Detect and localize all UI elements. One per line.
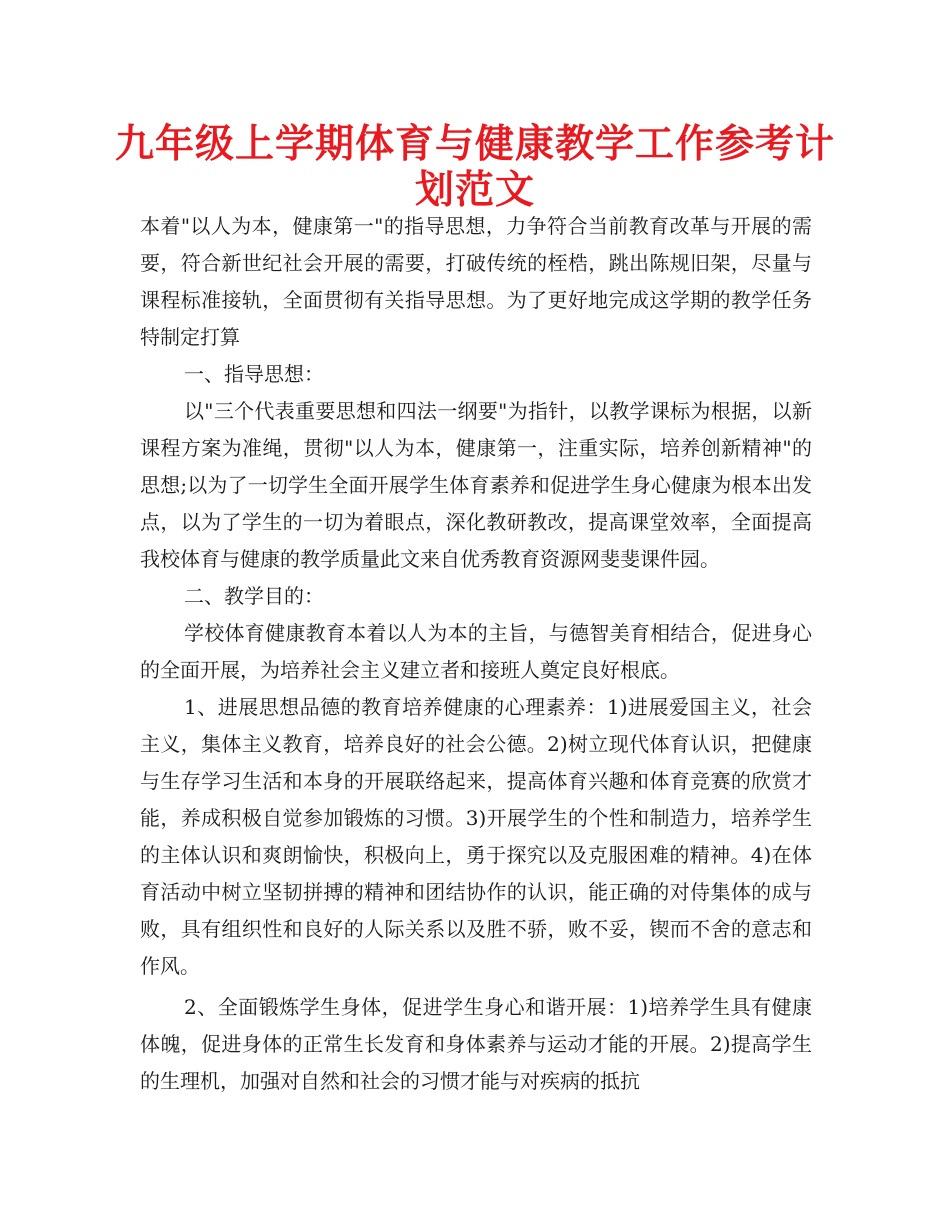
document-body	[140, 208, 812, 1100]
goal-item-1-paragraph: 1、进展思想品德的教育培养健康的心理素养：1)进展爱国主义，社会主义，集体主义教育，培养良好的社会公德。2)树立现代体育认识，把健康与生存学习生活和本身的开展联络起来，提高体育兴趣和体育竞赛的欣赏才能，养成积极自觉参加锻炼的习惯。3)开展学生的个性和制造力，培养学生的主体认识和爽朗愉快，积极向上，勇于探究以及克服困难的精神。4)在体育活动中树立坚韧拼搏的精神和团结协作的认识，能正确的对侍集体的成与败，具有组织性和良好的人际关系以及胜不骄，败不妥，锲而不舍的意志和作风。	[140, 695, 812, 978]
guiding-ideology-paragraph: 以"三个代表重要思想和四法一纲要"为指针，以教学课标为根据，以新课程方案为准绳，贯彻"以人为本，健康第一，注重实际，培养创新精神"的思想;以为了一切学生全面开展学生体育素养和促进学生身心健康为根本出发点，以为了学生的一切为着眼点，深化教研教改，提高课堂效率，全面提高我校体育与健康的教学质量此文来自优秀教育资源网斐斐课件园。	[140, 399, 812, 571]
section-heading-teaching-goals: 二、教学目的：	[184, 584, 324, 608]
title-line-1: 九年级上学期体育与健康教学工作参考计	[114, 122, 835, 167]
intro-paragraph: 本着"以人为本，健康第一"的指导思想，力争符合当前教育改革与开展的需要，符合新世纪社会开展的需要，打破传统的桎梏，跳出陈规旧架，尽量与课程标准接轨，全面贯彻有关指导思想。为了更好地完成这学期的教学任务特制定打算	[140, 214, 812, 349]
title-line-2: 划范文	[414, 168, 535, 213]
section-heading-guiding-ideology: 一、指导思想：	[184, 362, 324, 386]
goal-item-2-paragraph: 2、全面锻炼学生身体，促进学生身心和谐开展：1)培养学生具有健康体魄，促进身体的正常生长发育和身体素养与运动才能的开展。2)提高学生的生理机，加强对自然和社会的习惯才能与对疾病的抵抗	[140, 995, 812, 1093]
teaching-goals-paragraph: 学校体育健康教育本着以人为本的主旨，与德智美育相结合，促进身心的全面开展，为培养社会主义建立者和接班人奠定良好根底。	[140, 621, 812, 682]
document-title	[0, 122, 950, 214]
